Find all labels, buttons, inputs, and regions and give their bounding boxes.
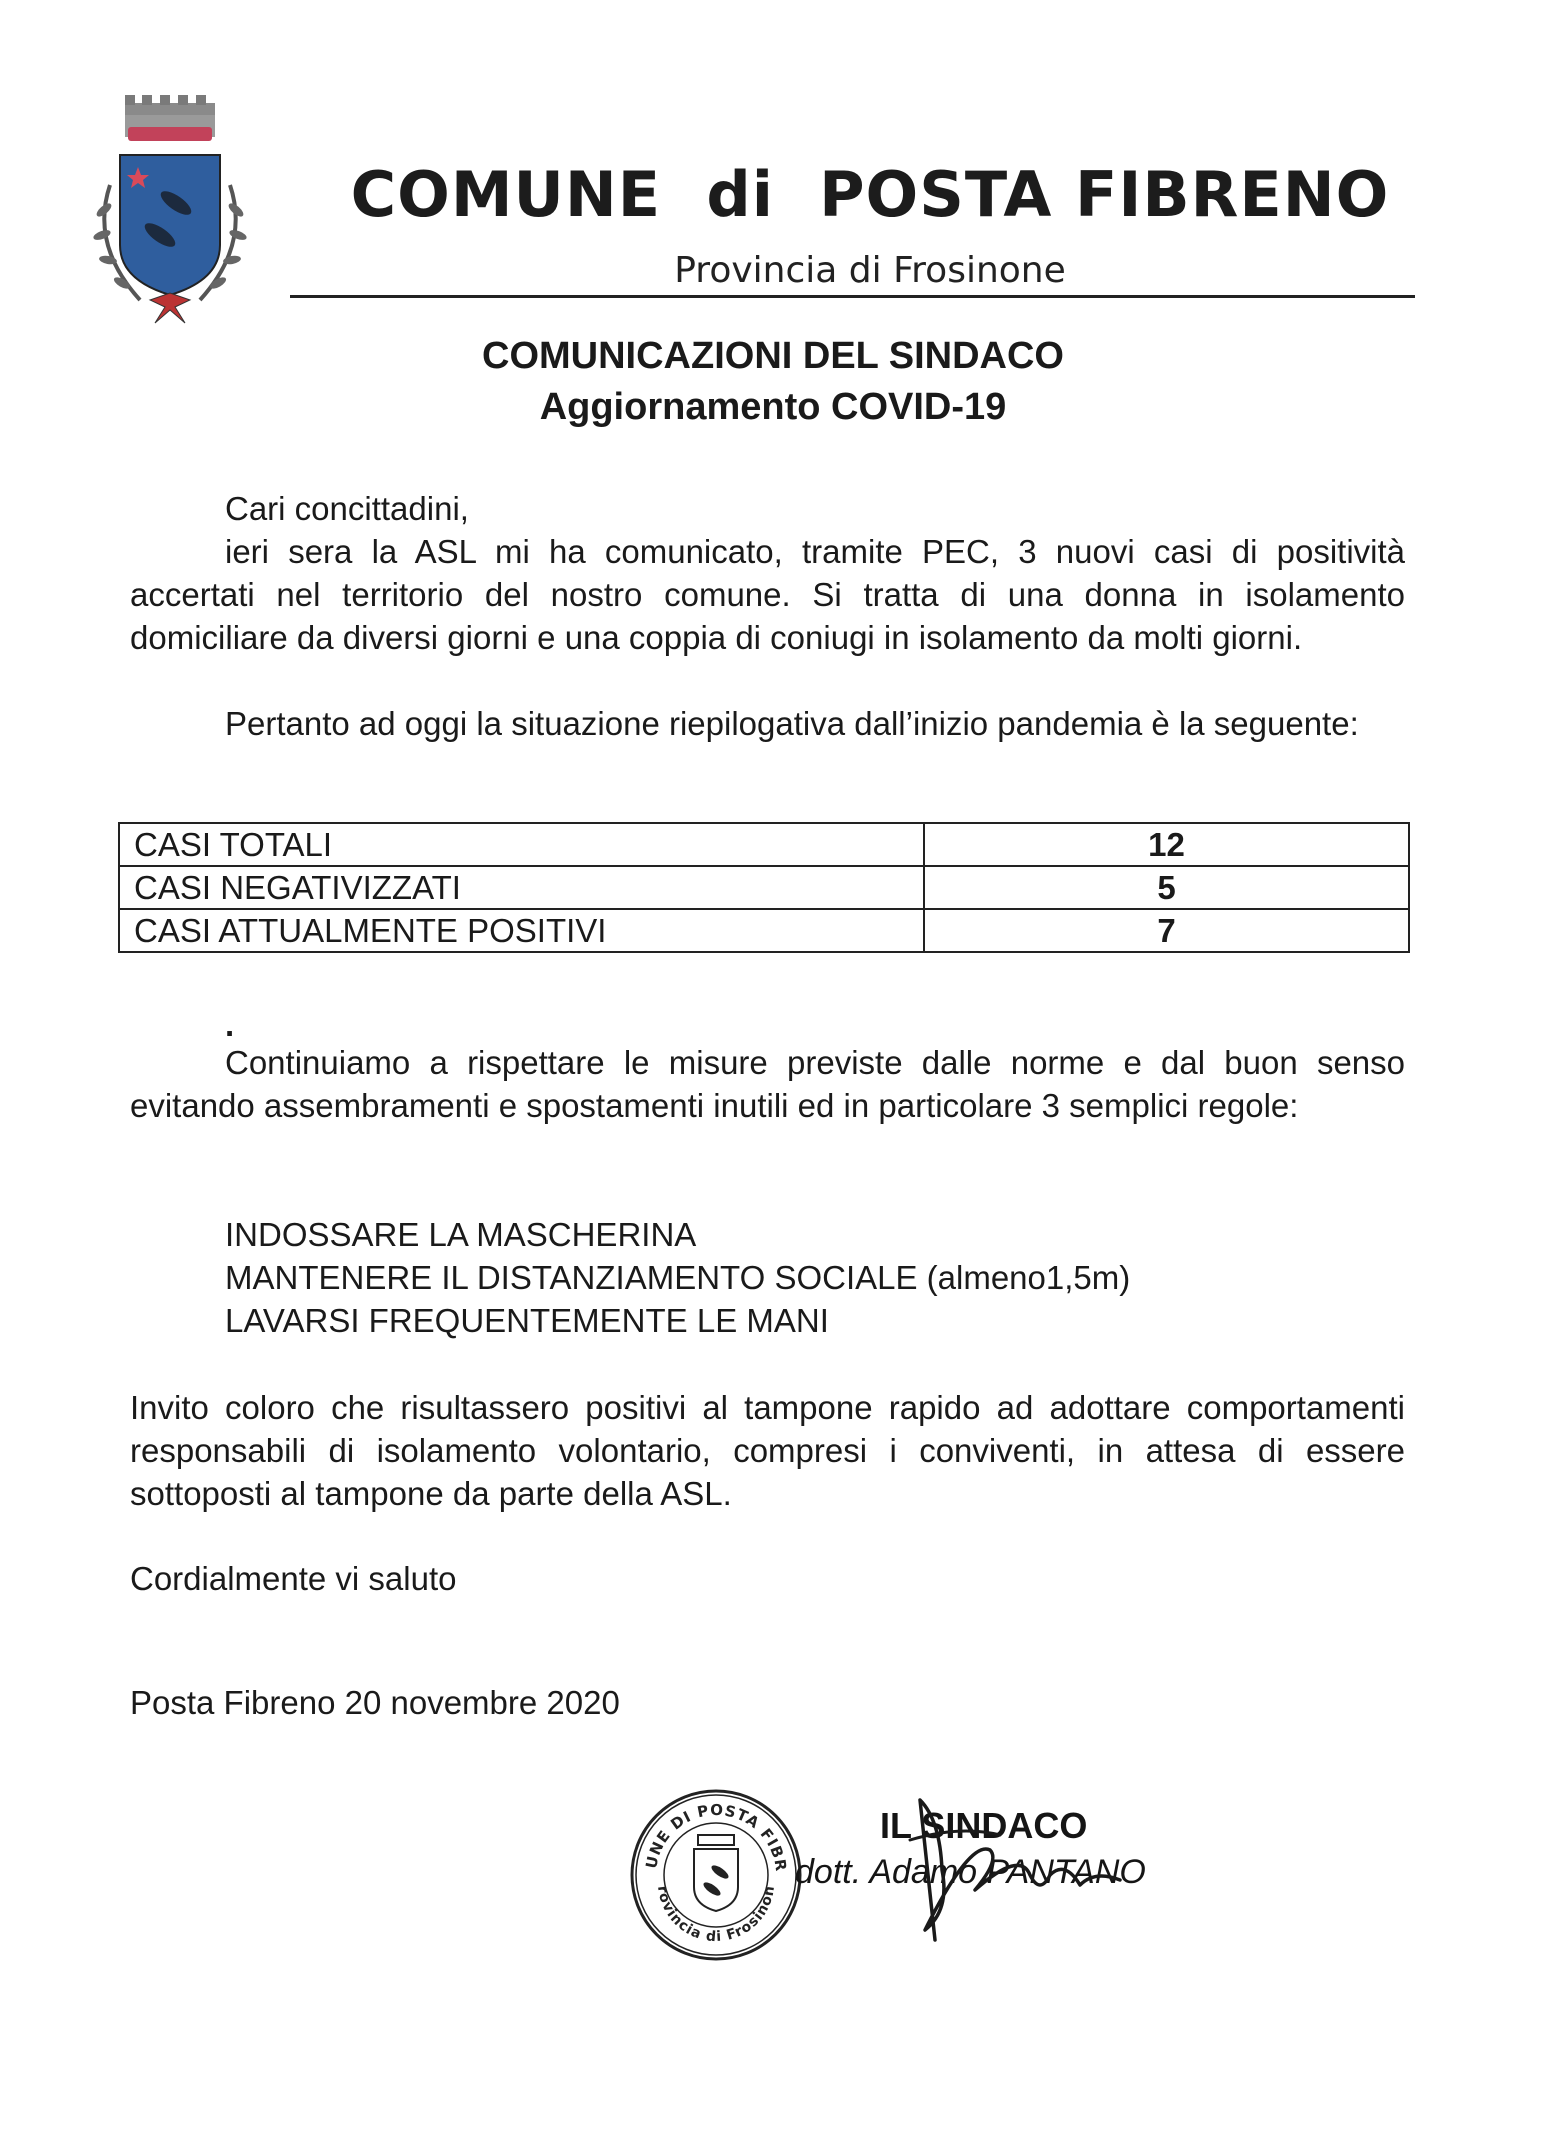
rule-item: LAVARSI FREQUENTEMENTE LE MANI — [225, 1302, 829, 1339]
paragraph-invitation: Invito coloro che risultassero positivi al tampone rapido ad adottare comportamenti responsabili di isolamento volontario, compresi i conviventi, in attesa di essere sottoposti al tampone da parte della ASL. — [130, 1389, 1405, 1512]
table-row — [119, 866, 1409, 909]
svg-text:COMUNE DI POSTA FIBRENO: UNE DI POSTA FIBR — [642, 1800, 791, 1873]
case-value: 7 — [924, 909, 1409, 952]
mayor-title: IL SINDACO — [880, 1805, 1088, 1846]
rule-item: INDOSSARE LA MASCHERINA — [225, 1216, 697, 1253]
mayor-name: dott. Adamo PANTANO — [795, 1853, 1146, 1891]
stray-dot: . — [225, 1006, 235, 1043]
case-value: 12 — [924, 823, 1409, 866]
table-row — [119, 823, 1409, 866]
header-divider — [290, 295, 1415, 298]
closing-salutation: Cordialmente vi saluto — [130, 1560, 457, 1597]
paragraph-summary-intro: Pertanto ad oggi la situazione riepilogativa dall’inizio pandemia è la seguente: — [225, 705, 1359, 742]
case-label: CASI ATTUALMENTE POSITIVI — [119, 909, 924, 952]
document-title: COMUNICAZIONI DEL SINDACO — [482, 335, 1064, 377]
municipality-name: COMUNE di POSTA FIBRENO — [350, 158, 1390, 231]
municipal-crest-icon — [80, 95, 260, 335]
rule-item: MANTENERE IL DISTANZIAMENTO SOCIALE (almeno1,5m) — [225, 1259, 1131, 1296]
paragraph-rules-intro: Continuiamo a rispettare le misure previste dalle norme e dal buon senso evitando assembramenti e spostamenti inutili ed in particolare 3 semplici regole: — [130, 1044, 1405, 1124]
document-subtitle: Aggiornamento COVID-19 — [539, 386, 1007, 428]
case-value: 5 — [924, 866, 1409, 909]
greeting: Cari concittadini, — [225, 490, 469, 527]
case-label: CASI TOTALI — [119, 823, 924, 866]
svg-text:Provincia di Frosinone: rovincia di Frosinon — [654, 1884, 779, 1946]
paragraph-new-cases: ieri sera la ASL mi ha comunicato, tramite PEC, 3 nuovi casi di positività accertati nel territorio del nostro comune. Si tratta di una donna in isolamento domiciliare da diversi giorni e una coppia di coniugi in isolamento da molti giorni. — [130, 533, 1405, 656]
municipal-seal-stamp-icon — [628, 1787, 804, 1963]
province-name: Provincia di Frosinone — [674, 250, 1066, 291]
handwritten-signature-icon — [880, 1780, 1180, 1960]
cases-summary-table — [118, 822, 1410, 953]
case-label: CASI NEGATIVIZZATI — [119, 866, 924, 909]
table-row — [119, 909, 1409, 952]
place-and-date: Posta Fibreno 20 novembre 2020 — [130, 1684, 620, 1721]
